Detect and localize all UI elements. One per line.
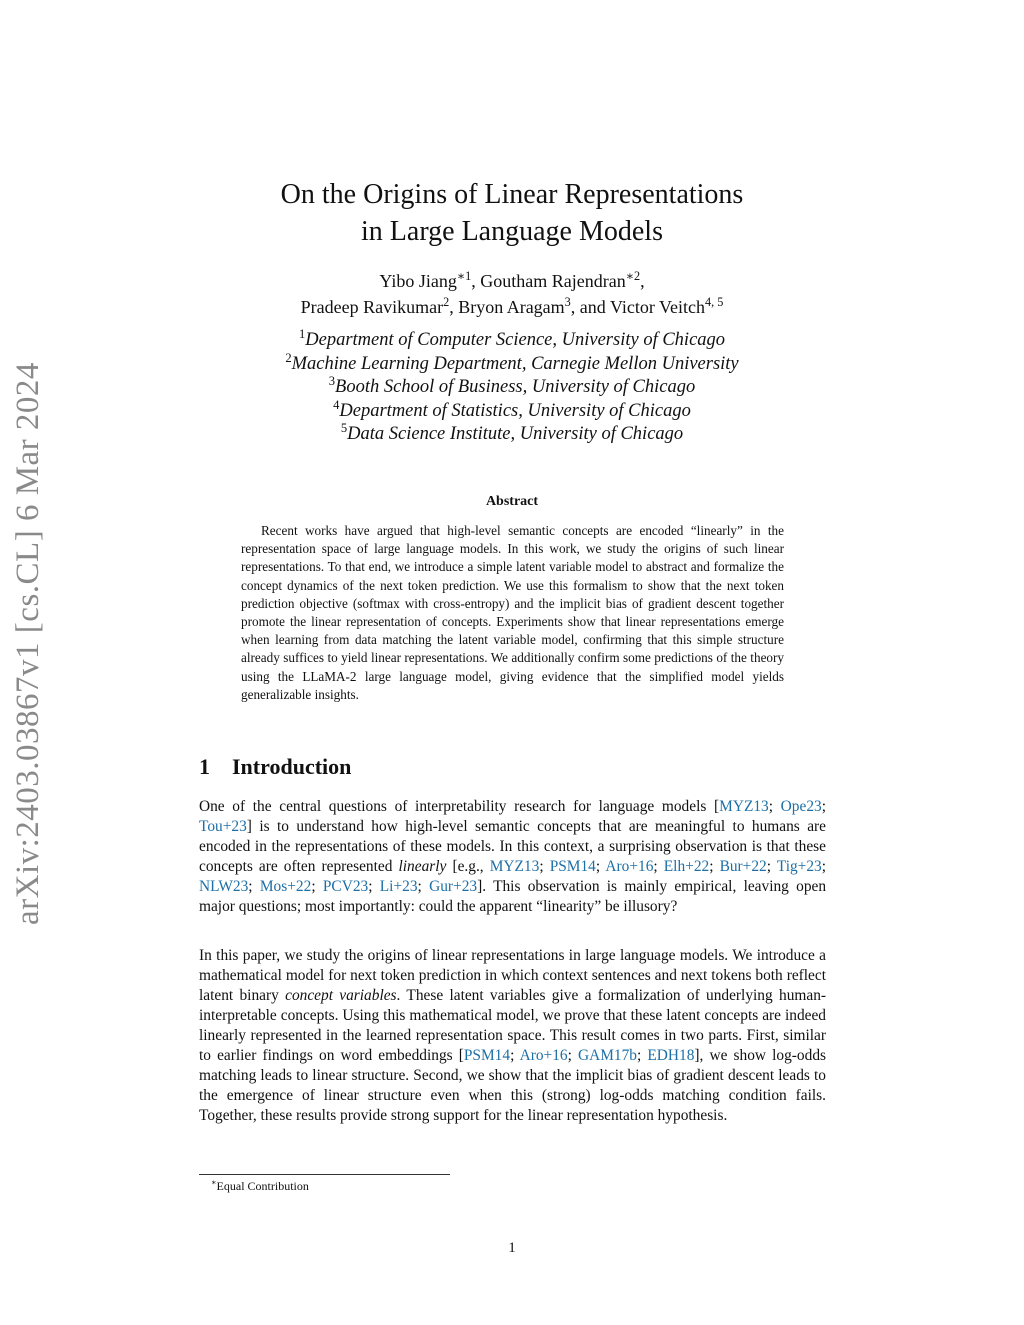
separator: ; xyxy=(567,1047,578,1064)
text-run: One of the central questions of interpretability research for language models [ xyxy=(199,798,720,815)
emphasis: linearly xyxy=(398,858,447,875)
text-run: ]. This observation is mainly empirical, leaving open major questions; most importantly: could the apparent “linearity” be illusory? xyxy=(199,878,827,915)
separator: ; xyxy=(709,858,720,875)
affiliation-text: Department of Statistics, University of Chicago xyxy=(339,400,691,421)
intro-paragraph-2 xyxy=(199,946,826,1126)
author-name: , Bryon Aragam xyxy=(449,297,565,317)
text-run: . These latent variables give a formalization of underlying human-interpretable concepts. Using this mathematical model, we prove that these latent concepts are indeed linearly represented in the learned representation space. This result comes in two parts. First, similar to earlier findings on word embeddings [ xyxy=(199,987,827,1064)
affiliation xyxy=(0,326,1024,353)
separator: ; xyxy=(637,1047,648,1064)
separator: ; xyxy=(311,878,323,895)
citation-link[interactable]: Ope23 xyxy=(780,798,822,815)
citation-link[interactable]: PSM14 xyxy=(549,858,596,875)
footnote xyxy=(211,1179,309,1194)
affiliation-mark: 5 xyxy=(340,420,348,435)
text-run: [e.g., xyxy=(446,858,490,875)
abstract-text: Recent works have argued that high-level semantic concepts are encoded “linearly” in the representation space of large language models. In this work, we study the origins of such linear representations. To that end, we introduce a simple latent variable model to abstract and formalize the concept dynamics of the next token prediction. We use this formalism to show that the next token prediction objective (softmax with cross-entropy) and the implicit bias of gradient descent together promote the linear representation of concepts. Experiments show that linear representations emerge when learning from data matching the latent variable model, confirming that this simple structure already suffices to yield linear representations. We additionally confirm some predictions of the theory using the LLaMA-2 large language model, giving evidence that the simplified model yields generalizable insights. xyxy=(241,523,784,702)
citation-link[interactable]: Gur+23 xyxy=(429,878,478,895)
author-line-1 xyxy=(0,268,1024,294)
author-name: Yibo Jiang xyxy=(379,271,457,291)
author-mark: 2 xyxy=(443,295,450,309)
author-mark: 4, 5 xyxy=(705,295,724,309)
affiliation-list xyxy=(0,326,1024,447)
text-run: In this paper, we study the origins of linear representations in large language models. We introduce a mathematical model for next token prediction in which context sentences and next tokens both reflect latent binary xyxy=(199,947,826,1004)
affiliation xyxy=(0,397,1024,424)
emphasis: concept variables xyxy=(285,987,397,1004)
citation-link[interactable]: Elh+22 xyxy=(663,858,710,875)
author-list xyxy=(0,268,1024,320)
separator: ; xyxy=(248,878,260,895)
abstract-heading: Abstract xyxy=(485,494,539,509)
title-line-1: On the Origins of Linear Representations xyxy=(280,179,744,210)
citation-link[interactable]: Li+23 xyxy=(379,878,418,895)
section-heading xyxy=(199,754,351,780)
affiliation-mark: 1 xyxy=(298,326,306,341)
separator: ; xyxy=(595,858,606,875)
author-mark: ∗1 xyxy=(456,269,472,283)
author-name: Pradeep Ravikumar xyxy=(300,297,444,317)
affiliation-text: Department of Computer Science, University of Chicago xyxy=(305,330,726,350)
affiliation xyxy=(0,373,1024,400)
affiliation xyxy=(0,420,1024,447)
intro-paragraph-1 xyxy=(199,797,826,917)
affiliation-mark: 3 xyxy=(328,373,336,388)
separator: ; xyxy=(766,858,777,875)
footnote-divider xyxy=(199,1174,450,1175)
affiliation-text: Booth School of Business, University of Chicago xyxy=(335,377,696,397)
arxiv-identifier-stamp: arXiv:2403.03867v1 [cs.CL] 6 Mar 2024 xyxy=(10,362,46,925)
author-name: , and Victor Veitch xyxy=(570,297,706,317)
text-run: ] is to understand how high-level semantic concepts that are meaningful to humans are encoded in the representations of these models. In this context, a surprising observation is that these concepts are often represented xyxy=(199,818,826,875)
citation-link[interactable]: EDH18 xyxy=(647,1047,695,1064)
author-separator: , xyxy=(640,271,645,291)
citation-link[interactable]: Tou+23 xyxy=(199,818,247,835)
citation-link[interactable]: Mos+22 xyxy=(259,878,312,895)
separator: ; xyxy=(368,878,380,895)
page-number: 1 xyxy=(508,1240,516,1256)
title-line-2: in Large Language Models xyxy=(361,216,663,247)
author-mark: 3 xyxy=(564,295,571,309)
citation-link[interactable]: Aro+16 xyxy=(519,1047,568,1064)
author-name: , Goutham Rajendran xyxy=(471,271,626,291)
citation-link[interactable]: GAM17b xyxy=(578,1047,637,1064)
affiliation-mark: 4 xyxy=(333,397,340,412)
separator: ; xyxy=(821,858,827,875)
citation-link[interactable]: Aro+16 xyxy=(605,858,654,875)
separator: ; xyxy=(653,858,664,875)
citation-link[interactable]: Tig+23 xyxy=(776,858,822,875)
paper-title xyxy=(0,176,1024,250)
author-line-2 xyxy=(0,294,1024,320)
citation-link[interactable]: Bur+22 xyxy=(719,858,767,875)
affiliation-text: Data Science Institute, University of Chicago xyxy=(347,424,684,444)
author-mark: ∗2 xyxy=(625,269,641,283)
footnote-text: Equal Contribution xyxy=(216,1179,309,1193)
affiliation-mark: 2 xyxy=(285,350,292,365)
text-run: ; xyxy=(821,798,826,815)
section-number: 1 xyxy=(199,754,210,779)
citation-link[interactable]: MYZ13 xyxy=(719,798,769,815)
footnote-mark: ∗ xyxy=(211,1178,217,1187)
citation-link[interactable]: NLW23 xyxy=(199,878,249,895)
text-run: ], we show log-odds matching leads to linear structure. Second, we show that the implicit bias of gradient descent leads to the emergence of linear structure even when this (strong) log-odds matching condition fails. Together, these results provide strong support for the linear representation hypothesis. xyxy=(199,1047,827,1124)
separator: ; xyxy=(539,858,550,875)
affiliation-text: Machine Learning Department, Carnegie Mellon University xyxy=(291,353,739,374)
citation-link[interactable]: PCV23 xyxy=(322,878,369,895)
section-title: Introduction xyxy=(232,754,352,779)
separator: ; xyxy=(417,878,430,895)
citation-link[interactable]: MYZ13 xyxy=(489,858,540,875)
citation-link[interactable]: PSM14 xyxy=(463,1047,511,1064)
affiliation xyxy=(0,350,1024,377)
text-run: ; xyxy=(768,798,781,815)
separator: ; xyxy=(510,1047,520,1064)
